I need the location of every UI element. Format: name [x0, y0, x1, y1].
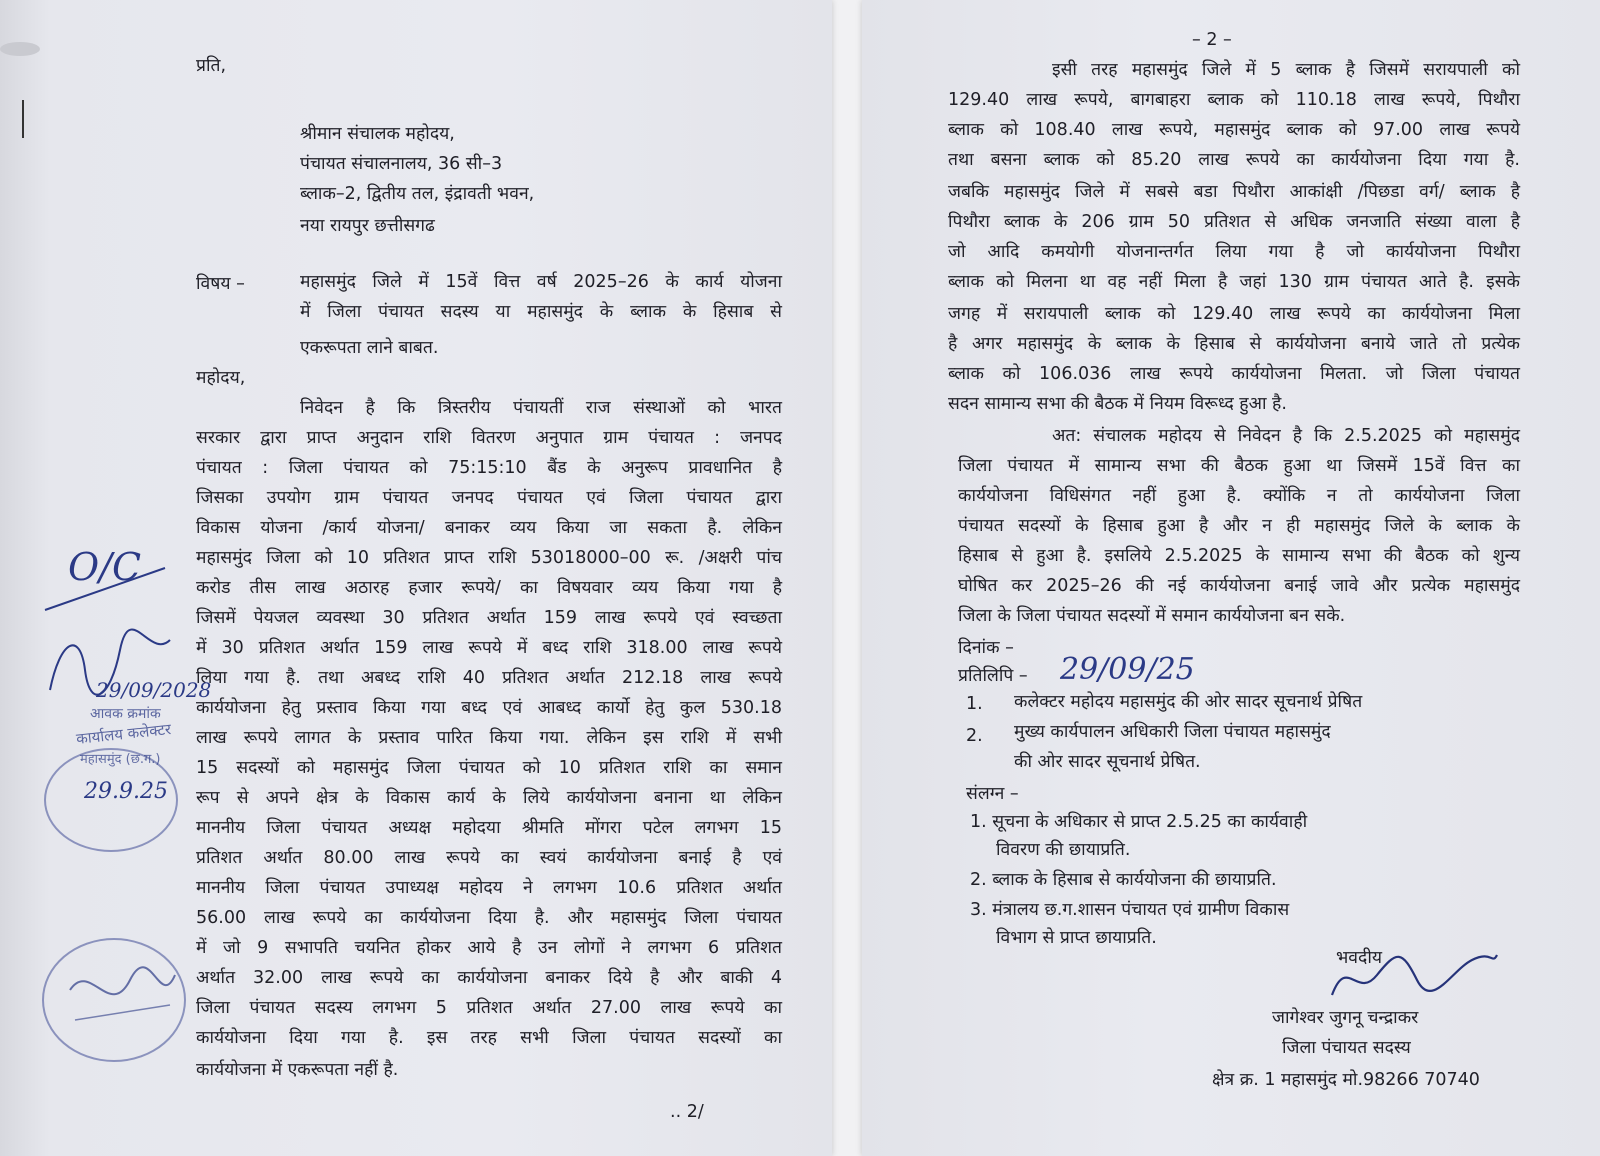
subject-line: एकरूपता लाने बाबत. — [300, 338, 439, 358]
body-line: सदन सामान्य सभा की बैठक में नियम विरूध्द हुआ है. — [948, 394, 1287, 414]
copy-item-number: 2. — [966, 726, 983, 746]
date-label: दिनांक – — [958, 638, 1014, 658]
body-line: जिसका उपयोग ग्राम पंचायत जनपद पंचायत एवं जिला पंचायत द्वारा — [196, 488, 782, 508]
body-line: जिला पंचायत सदस्य लगभग 5 प्रतिशत अर्थात 27.00 लाख रूपये का — [196, 998, 782, 1018]
body-line: अत: संचालक महोदय से निवेदन है कि 2.5.2025 को महासमुंद — [1052, 426, 1520, 446]
body-line: जिला पंचायत में सामान्य सभा की बैठक हुआ था जिसमें 15वें वित्त का — [958, 456, 1520, 476]
body-line: पिथौरा ब्लाक के 206 ग्राम 50 प्रतिशत से अधिक जनजाति संख्या वाला है — [948, 212, 1520, 232]
signature-scribble — [1322, 940, 1502, 1010]
copy-item-number: 1. — [966, 694, 983, 714]
body-line: जिला के जिला पंचायत सदस्यों में समान कार्ययोजना बन सके. — [958, 606, 1346, 626]
body-line: सरकार द्वारा प्राप्त अनुदान राशि वितरण अनुपात ग्राम पंचायत : जनपद — [196, 428, 782, 448]
body-line: जबकि महासमुंद जिले में सबसे बडा पिथौरा आकांक्षी /पिछडा वर्ग/ ब्लाक है — [948, 182, 1520, 202]
sender-title: जिला पंचायत सदस्य — [1282, 1038, 1411, 1058]
page-continue-marker: .. 2/ — [670, 1102, 704, 1122]
address-line: पंचायत संचालनालय, 36 सी–3 — [300, 154, 503, 174]
body-line: ब्लाक को मिलना था वह नहीं मिला है जहां 130 ग्राम पंचायत आते है. इसके — [948, 272, 1520, 292]
body-line: तथा बसना ब्लाक को 85.20 लाख रूपये का कार्ययोजना दिया गया है. — [948, 150, 1520, 170]
body-line: 15 सदस्यों को महासमुंद जिला पंचायत को 10 प्रतिशत राशि का समान — [196, 758, 782, 778]
body-line: जो आदि कमयोगी योजनान्तर्गत लिया गया है जो कार्ययोजना पिथौरा — [948, 242, 1520, 262]
body-line: महासमुंद जिला को 10 प्रतिशत प्राप्त राशि 53018000–00 रू. /अक्षरी पांच — [196, 548, 782, 568]
enclosure-line: 1. सूचना के अधिकार से प्राप्त 2.5.25 का कार्यवाही — [970, 812, 1308, 832]
copy-item-text: की ओर सादर सूचनार्थ प्रेषित. — [1014, 752, 1201, 772]
sender-area-contact: क्षेत्र क्र. 1 महासमुंद मो.98266 70740 — [1212, 1070, 1480, 1090]
copy-item-text: कलेक्टर महोदय महासमुंद की ओर सादर सूचनार्थ प्रेषित — [1014, 692, 1363, 712]
body-line: 129.40 लाख रूपये, बागबाहरा ब्लाक को 110.18 लाख रूपये, पिथौरा — [948, 90, 1520, 110]
body-line: कार्ययोजना विधिसंगत नहीं हुआ है. क्योंकि न तो कार्ययोजना जिला — [958, 486, 1520, 506]
stamp-scribble-signature — [60, 950, 180, 1040]
body-line: विकास योजना /कार्य योजना/ बनाकर व्यय किया जा सकता है. लेकिन — [196, 518, 782, 538]
body-line: लाख रूपये लागत के प्रस्ताव पारित किया गया. लेकिन इस राशि में सभी — [196, 728, 782, 748]
address-line: नया रायपुर छत्तीसगढ — [300, 216, 435, 236]
sender-name: जागेश्वर जुगनू चन्द्राकर — [1272, 1008, 1419, 1028]
body-line: निवेदन है कि त्रिस्तरीय पंचायतीं राज संस्थाओं को भारत — [300, 398, 782, 418]
body-line: में जो 9 सभापति चयनित होकर आये है उन लोगों ने लगभग 6 प्रतिशत — [196, 938, 782, 958]
body-line: ब्लाक को 106.036 लाख रूपये कार्ययोजना मिलता. जो जिला पंचायत — [948, 364, 1520, 384]
greeting: महोदय, — [196, 368, 246, 388]
enclosure-label: संलग्न – — [966, 784, 1019, 804]
enclosure-line: 3. मंत्रालय छ.ग.शासन पंचायत एवं ग्रामीण विकास — [970, 900, 1290, 920]
body-line: 56.00 लाख रूपये का कार्ययोजना दिया है. और महासमुंद जिला पंचायत — [196, 908, 782, 928]
stamp-office-label: कार्यालय कलेक्टर — [75, 720, 172, 748]
body-line: हिसाब से हुआ है. इसलिये 2.5.2025 के सामान्य सभा की बैठक को शुन्य — [958, 546, 1520, 566]
body-line: कार्ययोजना दिया गया है. इस तरह सभी जिला पंचायत सदस्यों का — [196, 1028, 782, 1048]
salutation-to: प्रति, — [196, 56, 227, 76]
address-line: श्रीमान संचालक महोदय, — [300, 124, 455, 144]
body-line: करोड तीस लाख अठारह हजार रूपये/ का विषयवार व्यय किया गया है — [196, 578, 782, 598]
body-line: पंचायत : जिला पंचायत को 75:15:10 बैंड के अनुरूप प्रावधानित है — [196, 458, 782, 478]
closing-text: भवदीय — [1336, 948, 1383, 968]
body-line: ब्लाक को 108.40 लाख रूपये, महासमुंद ब्लाक को 97.00 लाख रूपये — [948, 120, 1520, 140]
body-line: माननीय जिला पंचायत अध्यक्ष महोदया श्रीमति मोंगरा पटेल लगभग 15 — [196, 818, 782, 838]
body-line: अर्थात 32.00 लाख रूपये का कार्ययोजना बनाकर दिये है और बाकी 4 — [196, 968, 782, 988]
copy-label: प्रतिलिपि – — [958, 666, 1028, 686]
body-line: घोषित कर 2025–26 की नई कार्ययोजना बनाई जावे और प्रत्येक महासमुंद — [958, 576, 1520, 596]
paper-mark — [22, 100, 24, 138]
subject-line: महासमुंद जिले में 15वें वित्त वर्ष 2025–26 के कार्य योजना — [300, 272, 782, 292]
body-line: जिसमें पेयजल व्यवस्था 30 प्रतिशत अर्थात 159 लाख रूपये एवं स्वच्छता — [196, 608, 782, 628]
body-line: रूप से अपने क्षेत्र के विकास कार्य के लिये कार्ययोजना बनाना था लेकिन — [196, 788, 782, 808]
letter-page-2 — [862, 0, 1600, 1156]
enclosure-line: विभाग से प्राप्त छायाप्रति. — [996, 928, 1157, 948]
subject-label: विषय – — [196, 274, 245, 294]
oc-underline-stroke — [40, 560, 170, 620]
paper-fold-mark — [0, 42, 40, 56]
subject-line: में जिला पंचायत सदस्य या महासमुंद के ब्लाक के हिसाब से — [300, 302, 782, 322]
body-line: लिया गया है. तथा अबध्द राशि 40 प्रतिशत अर्थात 212.18 लाख रूपये — [196, 668, 782, 688]
address-line: ब्लाक–2, द्वितीय तल, इंद्रावती भवन, — [300, 184, 535, 204]
body-line: कार्ययोजना में एकरूपता नहीं है. — [196, 1060, 399, 1080]
handwritten-copy-date: 29/09/25 — [1060, 652, 1195, 687]
stamp-district-label: महासमुंद (छ.ग.) — [80, 752, 161, 767]
body-line: माननीय जिला पंचायत उपाध्यक्ष महोदय ने लगभग 10.6 प्रतिशत अर्थात — [196, 878, 782, 898]
copy-item-text: मुख्य कार्यपालन अधिकारी जिला पंचायत महासमुंद — [1014, 722, 1331, 742]
body-line: में 30 प्रतिशत अर्थात 159 लाख रूपये में बध्द राशि 318.00 लाख रूपये — [196, 638, 782, 658]
body-line: जगह में सरायपाली ब्लाक को 129.40 लाख रूपये का कार्ययोजना मिला — [948, 304, 1520, 324]
stamp-handwritten-date: 29.9.25 — [84, 779, 168, 804]
enclosure-line: 2. ब्लाक के हिसाब से कार्ययोजना की छायाप्रति. — [970, 870, 1277, 890]
body-line: है अगर महासमुंद के ब्लाक के हिसाब से कार्ययोजना बनाये जाते तो प्रत्येक — [948, 334, 1520, 354]
body-line: पंचायत सदस्यों के हिसाब हुआ है और न ही महासमुंद जिले के ब्लाक के — [958, 516, 1520, 536]
handwritten-oc-note: O/C — [68, 545, 142, 589]
stamp-inward-label: आवक क्रमांक — [90, 706, 161, 722]
enclosure-line: विवरण की छायाप्रति. — [996, 840, 1131, 860]
handwritten-receipt-date: 29/09/2028 — [96, 678, 212, 702]
page-number: – 2 – — [1192, 30, 1232, 50]
body-line: प्रतिशत अर्थात 80.00 लाख रूपये का स्वयं कार्ययोजना बनाई है एवं — [196, 848, 782, 868]
body-line: कार्ययोजना हेतु प्रस्ताव किया गया बध्द एवं आबध्द कार्यो हेतु कुल 530.18 — [196, 698, 782, 718]
body-line: इसी तरह महासमुंद जिले में 5 ब्लाक है जिसमें सरायपाली को — [1052, 60, 1520, 80]
